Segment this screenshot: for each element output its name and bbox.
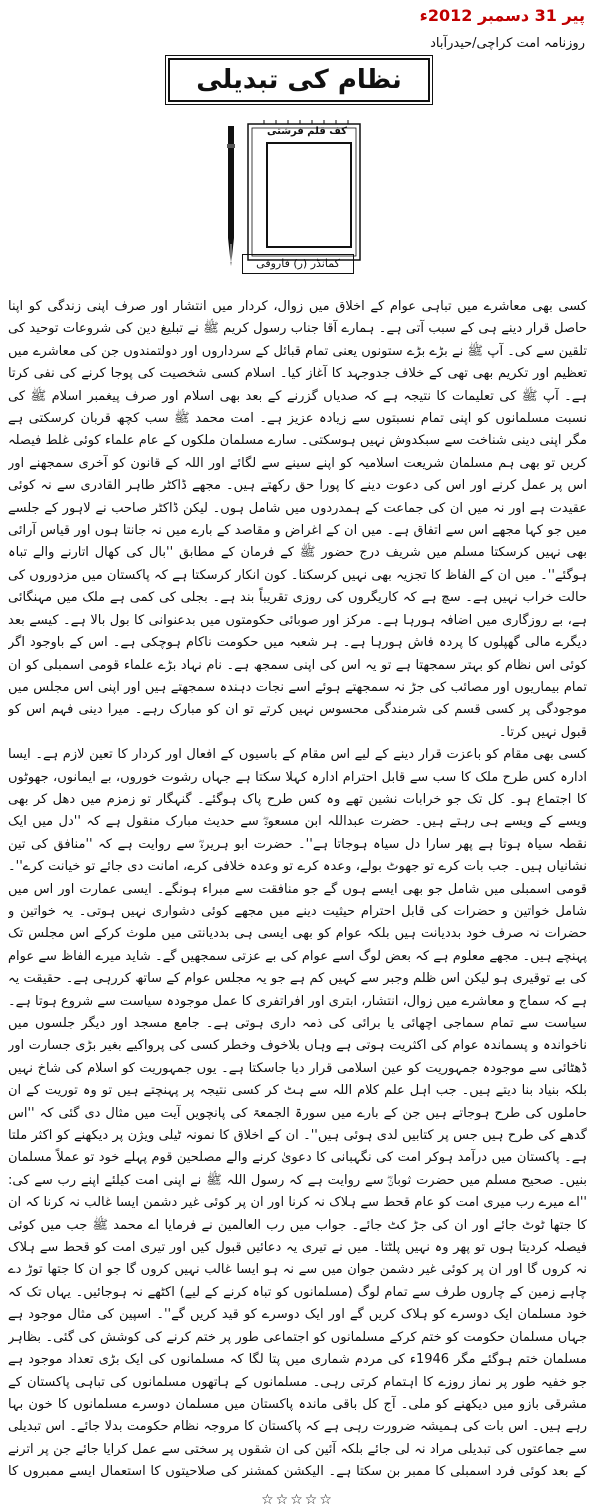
column-name-label: کف قلم فرشتی <box>267 126 347 137</box>
fountain-pen-icon <box>226 126 236 266</box>
article-title: نظام کی تبدیلی <box>168 58 430 102</box>
article-paragraph: کسی بھی معاشرے میں تباہی عوام کے اخلاق میں زوال، کردار میں انتشار اور صرف اپنی زندگی کو اپنا حاصل قرار دینے ہی کے سبب آتی ہے۔ ہمارے آقا جناب رسول کریم ﷺ نے تبلیغ دین کی شروعات توحید کی تلقین سے کی۔ آپ ﷺ نے بڑے بڑے ستونوں یعنی تمام قبائل کے سرداروں اور دولتمندوں جن کی معاشرے میں تعظیم اور تکریم بھی تھی کے خلاف جدوجہد کا آغاز کیا۔ اسلام کسی شخصیت کی پوجا کرنے کی نفی کرتا ہے۔ آپ ﷺ کی تعلیمات کا نتیجہ ہے کہ صدیاں گزرنے کے بعد بھی اسلام اور صرف پیغمبر اسلام ﷺ کی نسبت مسلمانوں کو اپنی تمام نسبتوں سے زیادہ عزیز ہے۔ امت محمد ﷺ سب کچھ قربان کرسکتی ہے مگر اپنی دینی شناخت سے سبکدوش نہیں ہوسکتی۔ سارے مسلمان ملکوں کے عام علماء کوئی غلط فیصلہ کریں تو بھی ہم مسلمان شریعت اسلامیہ کو اپنے سینے سے لگائے اور اللہ کے قانون کو آخری سمجھنے اور اس پر عمل کرنے اور اس کی دعوت دینے کا پورا حق رکھتے ہیں۔ مجھے ڈاکٹر طاہر القادری سے نہ کوئی عقیدت ہے اور نہ میں ان کی جماعت کے ہمدردوں میں شامل ہوں۔ لیکن ڈاکٹر صاحب نے لاہور کے جلسے میں جو کہا مجھے اس سے اتفاق ہے۔ میں ان کے اغراض و مقاصد کے بارے میں نہ جانتا ہوں اور قیاس آرائی بھی نہیں کرسکتا مسلم میں شریف درج حضور ﷺ کے فرمان کے مطابق ''بال کی کھال اتارنے والے تباہ ہوگئے''۔ میں ان کے الفاظ کا تجزیہ بھی نہیں کرسکتا۔ کون انکار کرسکتا ہے کہ پاکستان میں مزدوروں کی حالت خراب نہیں ہے۔ سچ ہے کہ کاریگروں کی روزی تقریباً بند ہے۔ بجلی کی کمی ہے ملک میں مہنگائی ہے، بے روزگاری میں اضافہ ہورہا ہے۔ مرکز اور صوبائی حکومتوں میں بدعنوانی کا بول بالا ہے۔ کیسے بعد دیگرے مالی گھپلوں کا پردہ فاش ہورہا ہے۔ ہر شعبہ میں حکومت ناکام ہوچکی ہے۔ اس کے باوجود اگر کوئی اس نظام کو بہتر سمجھتا ہے تو یہ اس کی اپنی سمجھ ہے۔ نام نہاد بڑے علماء قومی اسمبلی کو ان تمام بیماریوں اور مصائب کی جڑ نہ سمجھتے ہوئے اسے نجات دہندہ سمجھتے ہیں اور اپنی اس مجلس میں موجودگی پر کسی قسم کی شرمندگی محسوس نہیں کرتے تو ان کو مبارک رہے۔ میرا دینی فہم اس کو قبول نہیں کرتا۔ <box>8 299 587 740</box>
publication-date: پیر 31 دسمبر 2012ء <box>419 6 585 25</box>
author-portrait <box>266 142 352 248</box>
author-name: کمانڈر (ر) فاروقی <box>242 254 354 274</box>
article-body <box>8 296 587 1488</box>
article-paragraph: کسی بھی مقام کو باعزت قرار دینے کے لیے اس مقام کے باسیوں کے افعال اور کردار کا تعین لازم ہے۔ ایسا ادارہ کس طرح ملک کا سب سے قابل احترام ادارہ کہلا سکتا ہے جہاں رشوت خوروں، بے ایمانوں، جھوٹوں کا اجتماع ہو۔ کل تک جو خرابات نشین تھے وہ کس طرح پاک ہوگئے۔ گنہگار تو زمزم میں دھل کر بھی ویسے کے ویسے ہی رہتے ہیں۔ حضرت عبداللہ ابن مسعودؓ سے حدیث مبارک منقول ہے کہ ''دل میں ایک نقطہ سیاہ ہوتا ہے پھر سارا دل سیاہ ہوجاتا ہے''۔ حضرت ابو ہریرہؓ سے روایت ہے کہ ''منافق کی تین نشانیاں ہیں۔ جب بات کرے تو جھوٹ بولے، وعدہ کرے تو وعدہ خلافی کرے، امانت دی جائے تو خیانت کرے''۔ قومی اسمبلی میں شامل جو بھی ایسے ہوں گے جو منافقت سے مبراء ہونگے۔ ایسی عمارت اور اس میں شامل خواتین و حضرات کی قابل احترام حیثیت دینے میں مجھے کوئی دشواری نہیں ہوتی۔ یہ خواتین و حضرات نہ صرف خود بددیانت ہیں بلکہ عوام کو بھی ایسی ہی بددیانتی میں ملوث کرکے اس مجلس تک پہنچے ہیں۔ مجھے معلوم ہے کہ بعض لوگ اسے عوام کی بے عزتی سمجھیں گے۔ شاید میرے الفاظ سے عوام کی بے توقیری ہو لیکن اس ظلم وجبر سے کہیں کم ہے جو یہ مجلس عوام کے ساتھ کررہی ہے۔ حقیقت یہ ہے کہ سماج و معاشرے میں زوال، انتشار، ابتری اور افراتفری کا عمل موجودہ سیاست سے شروع ہوتا ہے۔ سیاست سے تمام سماجی اچھائی یا برائی کی ذمہ داری ہوتی ہے۔ جامع مسجد اور دیگر جلسوں میں ناخواندہ و پسماندہ عوام کی اکثریت ہوتی ہے وہاں بلاخوف وخطر کسی کی پرواکیے بغیر بڑی جسارت اور ڈھٹائی سے موجودہ جمہوریت کو عین اسلامی قرار دیا جاسکتا ہے۔ یوں جمہوریت کو اسلام کی شاخ نہیں بلکہ بنیاد بنا دیتے ہیں۔ جب اہل علم کلام اللہ سے ہٹ کر کسی نتیجہ پر پہنچتے ہیں تو وہ توریت کے ان حاملوں کی طرح ہوجاتے ہیں جن کے بارے میں سورۃ الجمعۃ کی پانچویں آیت میں مثال دی گئی کہ ''اس گدھے کی طرح ہیں جس پر کتابیں لدی ہوئی ہیں''۔ ان کے اخلاق کا نمونہ ٹیلی ویژن پر دیکھنے کو اکثر ملتا ہے۔ پاکستان میں درآمد ہوکر امت کی نگہبانی کا دعویٰ کرنے والے مصلحین قوم پہلے خود تو عملاً مسلمان بنیں۔ صحیح مسلم میں حضرت ثوبانؓ سے روایت ہے کہ رسول اللہ ﷺ نے اپنی امت کیلئے اپنے رب سے کی: ''اے میرے رب میری امت کو عام قحط سے ہلاک نہ کرنا اور ان پر کوئی غیر دشمن ایسا غالب نہ کرنا کہ ان کا جتھا ٹوٹ جائے اور ان کی جڑ کٹ جائے۔ جواب میں رب العالمین نے فرمایا اے محمد ﷺ جب میں کوئی فیصلہ کردیتا ہوں تو پھر وہ نہیں پلٹتا۔ میں نے تیری یہ دعائیں قبول کیں اور تیری امت کو قحط سے ہلاک نہ کروں گا اور ان پر کوئی غیر دشمن جوان میں سے نہ ہو ایسا غالب نہیں کروں گا جو ان کا جتھا توڑ دے چاہے زمین کے چاروں طرف سے تمام لوگ (مسلمانوں کو تباہ کرنے کے لیے) اکٹھے نہ ہوجائیں۔ یہاں تک کہ خود مسلمان ایک دوسرے کو ہلاک کریں گے اور ایک دوسرے کو قید کریں گے''۔ اسپین کی مثال موجود ہے جہاں مسلمان حکومت کو ختم کرکے مسلمانوں کو اجتماعی طور پر ختم کرنے کی کوشش کی گئی۔ بظاہر مسلمان ختم ہوگئے مگر 1946ء کی مردم شماری میں پتا لگا کہ مسلمانوں کی ایک بڑی تعداد موجود ہے جو خفیہ طور پر نماز روزے کا اہتمام کرتی رہی۔ مسلمانوں کے ہاتھوں مسلمانوں کی تباہی پاکستان کے مشرقی بازو میں دیکھنے کو ملی۔ آج کل باقی ماندہ پاکستان میں مسلمان دوسرے مسلمانوں کا خون بہا رہے ہیں۔ اس بات کی ہمیشہ ضرورت رہی ہے کہ پاکستان کا مروجہ نظام حکومت بدلا جائے۔ اس تبدیلی سے جماعتوں کی تبدیلی مراد نہ لی جائے بلکہ آئین کی ان شقوں پر سختی سے عمل کرایا جائے جن پر اترنے کے بعد کوئی فرد اسمبلی کا ممبر بن سکتا ہے۔ الیکشن کمشنر کی صلاحیتوں کا استعمال ایسے ممبروں کا <box>8 747 587 1480</box>
newspaper-source: روزنامہ امت کراچی/حیدرآباد <box>430 36 585 51</box>
end-of-article-marker: ☆☆☆☆☆ <box>261 1492 334 1508</box>
